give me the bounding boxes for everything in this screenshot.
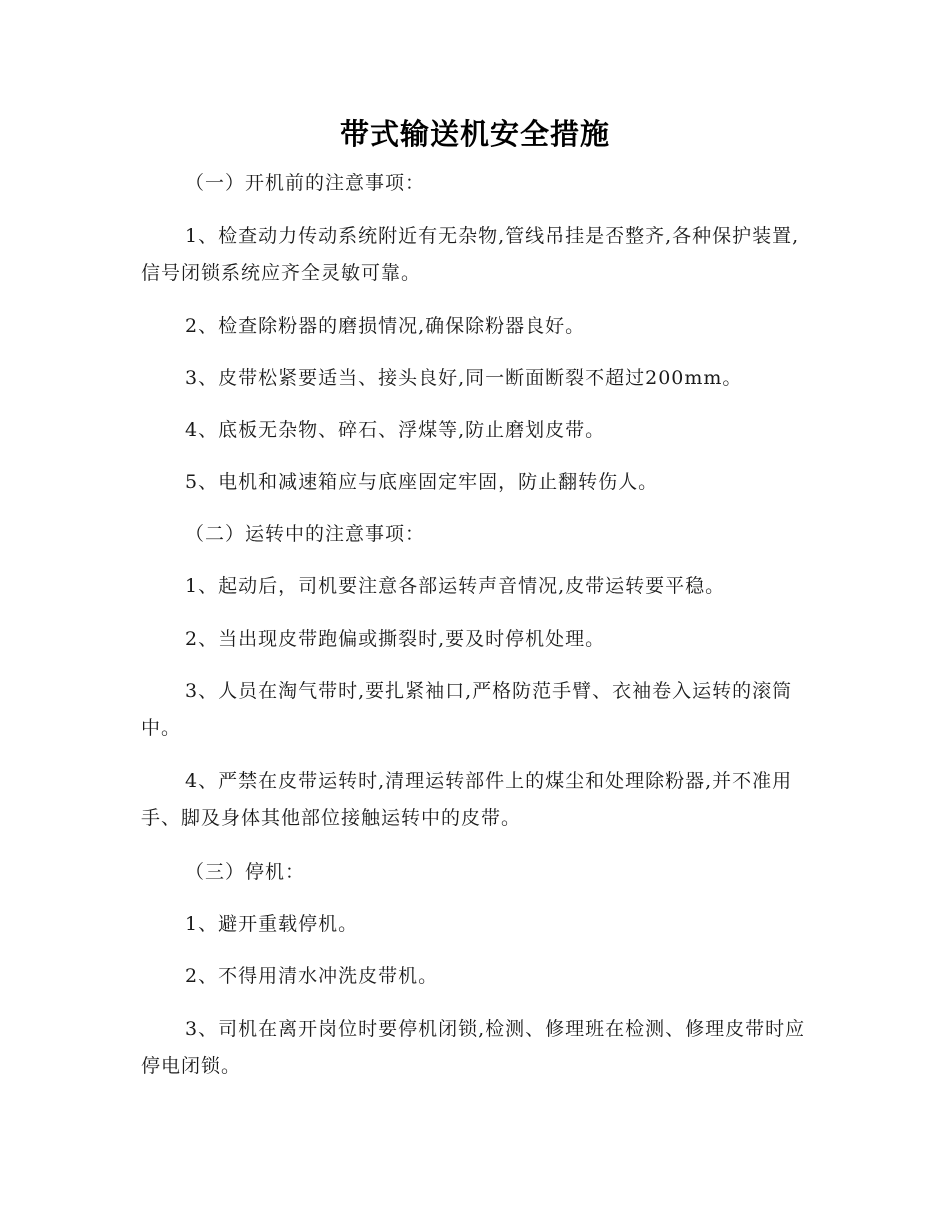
paragraph-3-2: 2、不得用清水冲洗皮带机。 [185, 965, 439, 987]
section-heading-1: （一）开机前的注意事项： [185, 172, 426, 194]
paragraph-1-2: 2、检查除粉器的磨损情况,确保除粉器良好。 [185, 315, 586, 337]
paragraph-2-2: 2、当出现皮带跑偏或撕裂时,要及时停机处理。 [185, 628, 606, 650]
paragraph-3-1: 1、避开重载停机。 [185, 913, 359, 935]
paragraph-2-4: 4、严禁在皮带运转时,清理运转部件上的煤尘和处理除粉器,并不准用手、脚及身体其他部位接触运转中的皮带。 [141, 770, 793, 829]
paragraph-2-3: 3、人员在淘气带时,要扎紧袖口,严格防范手臂、衣袖卷入运转的滚筒中。 [141, 680, 793, 739]
paragraph-2-1: 1、起动后，司机要注意各部运转声音情况,皮带运转要平稳。 [185, 575, 726, 597]
paragraph-1-3: 3、皮带松紧要适当、接头良好,同一断面断裂不超过200mm。 [185, 367, 743, 389]
section-heading-2: （二）运转中的注意事项： [185, 523, 426, 545]
section-heading-3: （三）停机： [185, 861, 306, 883]
document-title: 带式输送机安全措施 [339, 117, 610, 151]
paragraph-3-3: 3、司机在离开岗位时要停机闭锁,检测、修理班在检测、修理皮带时应停电闭锁。 [141, 1018, 806, 1077]
paragraph-1-5: 5、电机和减速箱应与底座固定牢固，防止翻转伤人。 [185, 471, 659, 493]
paragraph-1-4: 4、底板无杂物、碎石、浮煤等,防止磨划皮带。 [185, 419, 606, 441]
paragraph-1-1: 1、检查动力传动系统附近有无杂物,管线吊挂是否整齐,各种保护装置,信号闭锁系统应齐全灵敏可靠。 [141, 225, 800, 284]
